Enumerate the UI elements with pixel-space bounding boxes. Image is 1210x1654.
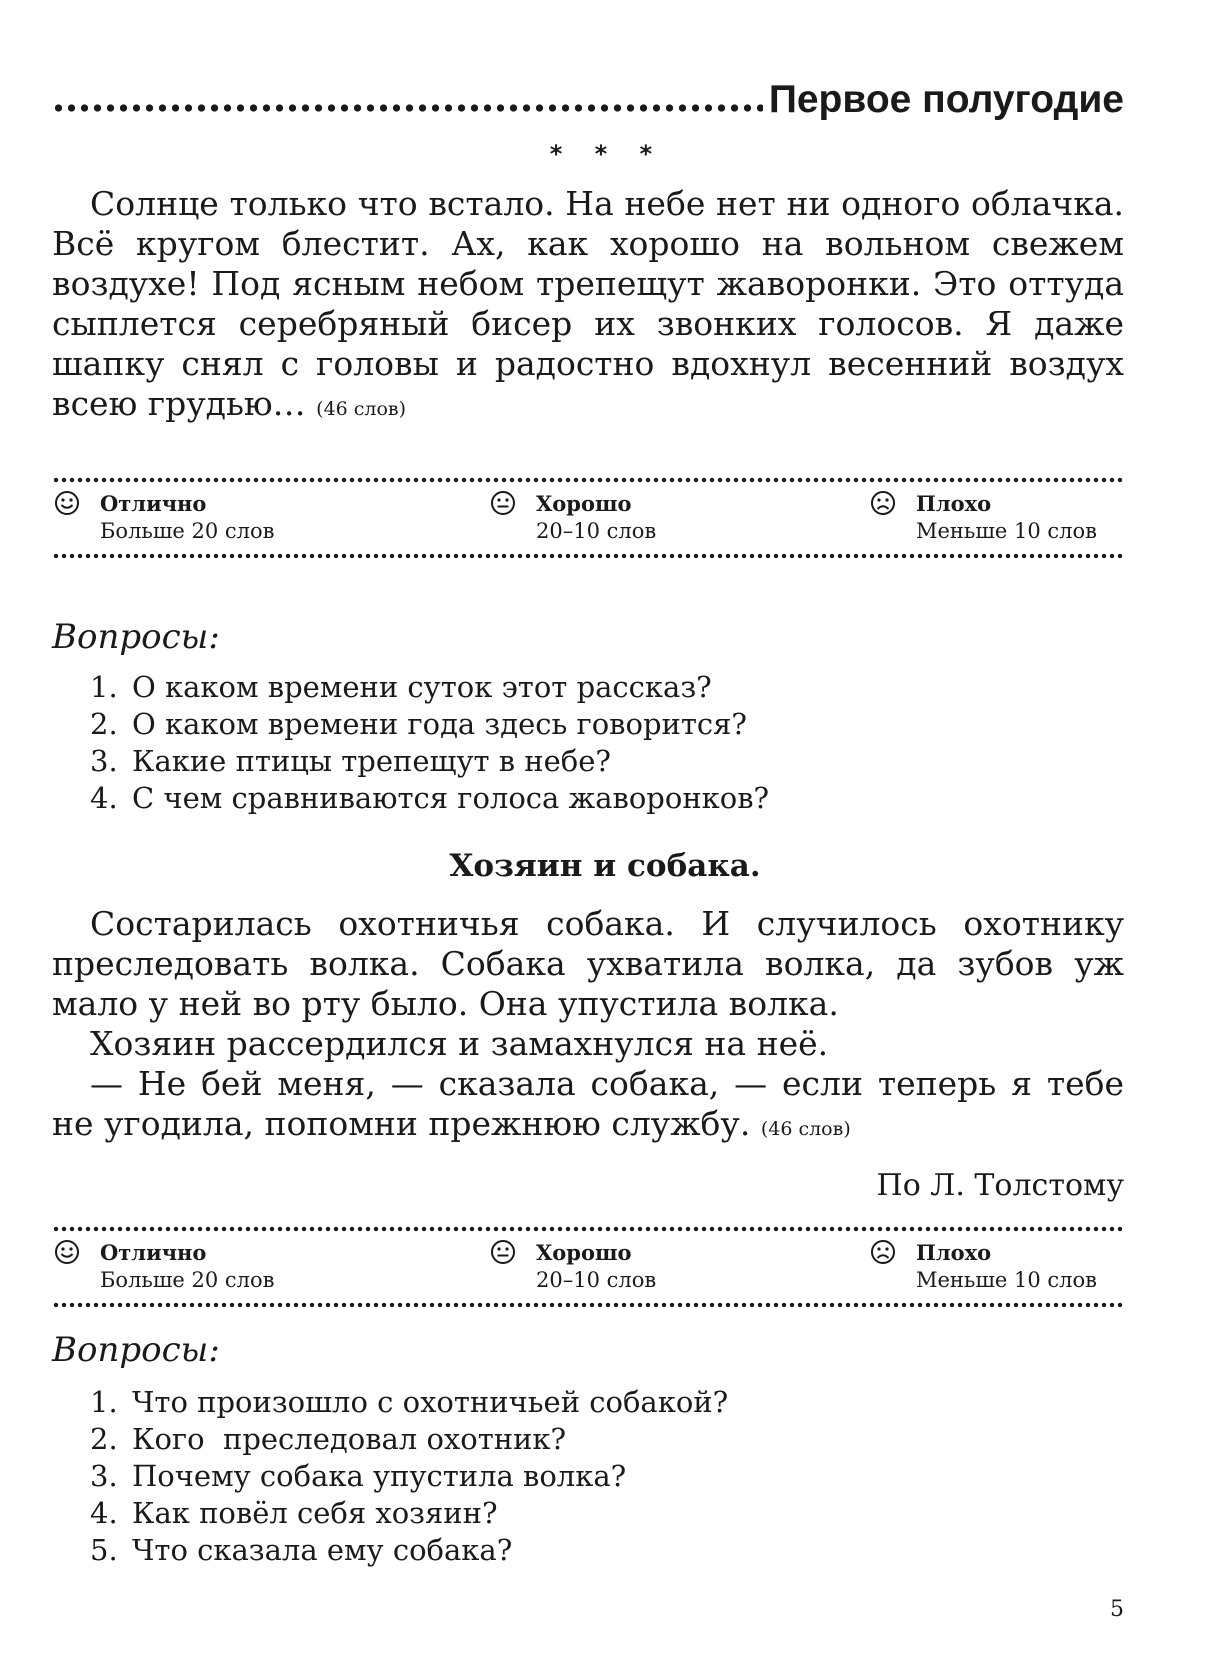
question-item [90, 1384, 728, 1421]
section1-paragraph-text: Солнце только что встало. На небе нет ни одного облачка. Всё кругом блестит. Ах, как хорошо на вольном свежем воздухе! Под ясным небом трепещут жаворонки. Это оттуда сыплется серебряный бисер их звонких голосов. Я даже шапку снял с головы и радостно вдохнул весенний воздух всею грудью… [52, 184, 1124, 423]
page-title: Первое полугодие [768, 78, 1124, 121]
rating-label: Отлично [100, 1239, 207, 1265]
rating-desc: Меньше 10 слов [916, 1268, 1097, 1292]
page-number: 5 [1110, 1597, 1124, 1622]
page-header [52, 76, 1124, 124]
questions-title-2: Вопросы: [52, 1330, 220, 1370]
neutral-icon [490, 490, 516, 516]
question-item [90, 669, 769, 706]
rating-bad [870, 1238, 1097, 1292]
rating-excellent [54, 489, 274, 543]
section-stars: * * * [548, 140, 662, 168]
question-number: 4. [90, 781, 118, 815]
rating-desc: Больше 20 слов [100, 519, 275, 543]
rating-desc: 20–10 слов [536, 519, 657, 543]
smile-icon [54, 1239, 80, 1265]
story-title: Хозяин и собака. [449, 848, 761, 884]
story-author: По Л. Толстому [876, 1168, 1124, 1203]
question-list-2 [90, 1384, 728, 1569]
question-number: 4. [90, 1496, 118, 1530]
section2-paragraph-3-text: — Не бей меня, — сказала собака, — если теперь я тебе не угодила, попомни прежнюю службу. [52, 1064, 1124, 1143]
section2-word-count: (46 слов) [760, 1118, 851, 1140]
rating-scale-2 [52, 1226, 1124, 1308]
question-text: С чем сравниваются голоса жаворонков? [132, 781, 770, 815]
sad-icon [870, 490, 896, 516]
question-number: 1. [90, 670, 118, 704]
section1-text [52, 184, 1124, 429]
rating-label: Хорошо [536, 490, 632, 516]
section2-paragraph-3 [52, 1064, 1124, 1149]
question-item [90, 743, 769, 780]
question-number: 3. [90, 744, 118, 778]
rating-desc: Больше 20 слов [100, 1268, 275, 1292]
question-text: Почему собака упустила волка? [132, 1459, 627, 1493]
question-item [90, 1495, 728, 1532]
question-number: 5. [90, 1533, 118, 1567]
rating-excellent [54, 1238, 274, 1292]
question-number: 2. [90, 707, 118, 741]
rating-good [490, 1238, 656, 1292]
smile-icon [54, 490, 80, 516]
neutral-icon [490, 1239, 516, 1265]
question-text: Что произошло с охотничьей собакой? [132, 1385, 729, 1419]
question-text: Как повёл себя хозяин? [132, 1496, 498, 1530]
rating-bad [870, 489, 1097, 543]
question-text: Что сказала ему собака? [132, 1533, 513, 1567]
rating-label: Хорошо [536, 1239, 632, 1265]
question-list-1 [90, 669, 769, 817]
question-number: 3. [90, 1459, 118, 1493]
sad-icon [870, 1239, 896, 1265]
question-text: Какие птицы трепещут в небе? [132, 744, 611, 778]
rating-scale-1 [52, 477, 1124, 559]
question-number: 1. [90, 1385, 118, 1419]
rating-desc: Меньше 10 слов [916, 519, 1097, 543]
question-item [90, 1421, 728, 1458]
question-item [90, 706, 769, 743]
rating-divider-bottom [52, 1302, 1124, 1308]
section2-paragraph-1: Состарилась охотничья собака. И случилось охотнику преследовать волка. Собака ухватила волка, да зубов уж мало у ней во рту было. Она упустила волка. [52, 904, 1124, 1023]
question-text: О каком времени суток этот рассказ? [132, 670, 712, 704]
question-item [90, 1458, 728, 1495]
section1-paragraph [52, 184, 1124, 429]
rating-label: Плохо [916, 490, 992, 516]
header-dot-leader [52, 102, 763, 114]
rating-divider-top [52, 1226, 1124, 1232]
question-text: О каком времени года здесь говорится? [132, 707, 747, 741]
question-number: 2. [90, 1422, 118, 1456]
section1-word-count: (46 слов) [316, 398, 407, 420]
rating-label: Плохо [916, 1239, 992, 1265]
section2-text [52, 904, 1124, 1149]
section2-paragraph-2: Хозяин рассердился и замахнулся на неё. [90, 1024, 829, 1063]
questions-title-1: Вопросы: [52, 617, 220, 657]
question-item [90, 780, 769, 817]
question-item [90, 1532, 728, 1569]
rating-divider-bottom [52, 553, 1124, 559]
rating-divider-top [52, 477, 1124, 483]
rating-good [490, 489, 656, 543]
rating-label: Отлично [100, 490, 207, 516]
rating-desc: 20–10 слов [536, 1268, 657, 1292]
question-text: Кого преследовал охотник? [132, 1422, 567, 1456]
